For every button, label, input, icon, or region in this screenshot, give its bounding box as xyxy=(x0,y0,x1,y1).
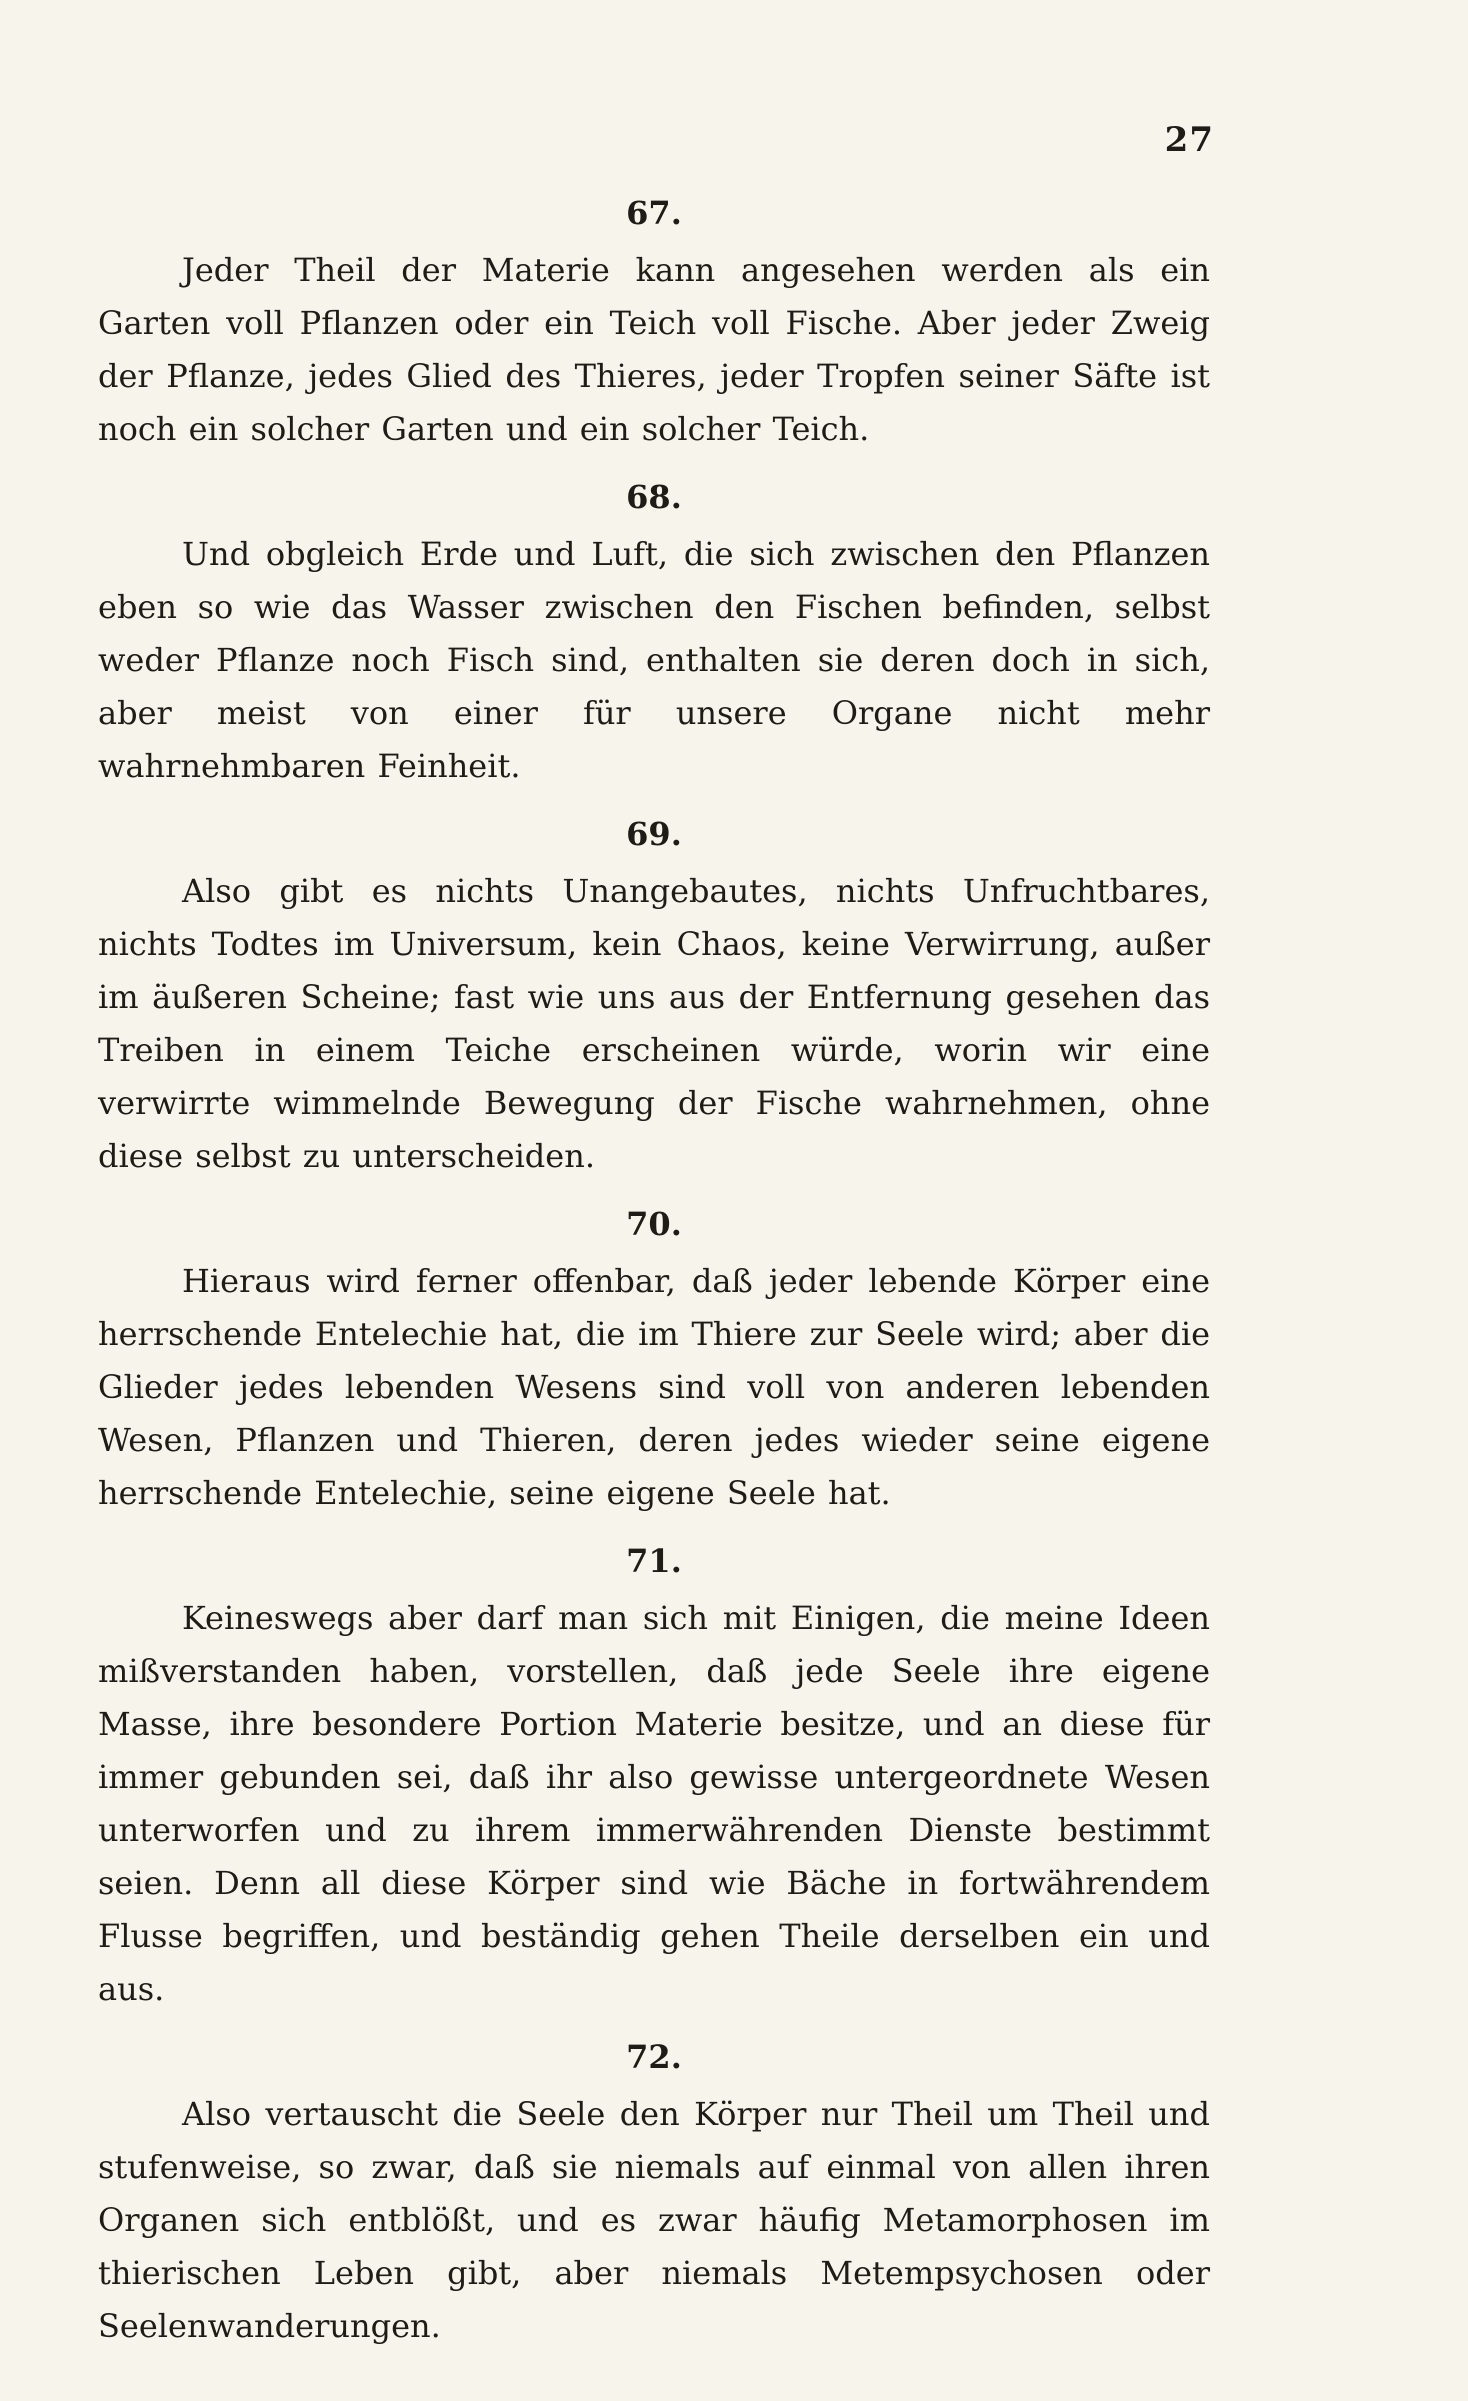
section-number: 69. xyxy=(626,815,682,853)
section-72 xyxy=(98,2034,1210,2353)
section-number: 68. xyxy=(626,478,682,516)
section-number: 67. xyxy=(626,194,682,232)
section-68 xyxy=(98,474,1210,793)
section-paragraph: Also gibt es nichts Unangebautes, nichts Unfruchtbares, nichts Todtes im Universum, kein Chaos, keine Verwirrung, außer im äußeren Scheine; fast wie uns aus der Entfernung gesehen das Treiben in einem Teiche erscheinen würde, worin wir eine verwirrte wimmelnde Bewegung der Fische wahrnehmen, ohne diese selbst zu unterscheiden. xyxy=(98,872,1210,1175)
section-paragraph: Keineswegs aber darf man sich mit Einigen, die meine Ideen mißverstanden haben, vorstellen, daß jede Seele ihre eigene Masse, ihre besondere Portion Materie besitze, und an diese für immer gebunden sei, daß ihr also gewisse untergeordnete Wesen unterworfen und zu ihrem immerwährenden Dienste bestimmt seien. Denn all diese Körper sind wie Bäche in fortwährendem Flusse begriffen, und beständig gehen Theile derselben ein und aus. xyxy=(98,1599,1210,2008)
section-paragraph: Also vertauscht die Seele den Körper nur Theil um Theil und stufenweise, so zwar, daß sie niemals auf einmal von allen ihren Organen sich entblößt, und es zwar häufig Metamorphosen im thierischen Leben gibt, aber niemals Metempsychosen oder Seelenwanderungen. xyxy=(98,2095,1210,2345)
section-number: 72. xyxy=(626,2038,682,2076)
section-paragraph: Und obgleich Erde und Luft, die sich zwischen den Pflanzen eben so wie das Wasser zwischen den Fischen befinden, selbst weder Pflanze noch Fisch sind, enthalten sie deren doch in sich, aber meist von einer für unsere Organe nicht mehr wahrnehmbaren Feinheit. xyxy=(98,535,1210,785)
page-number: 27 xyxy=(1164,120,1214,160)
section-69 xyxy=(98,811,1210,1183)
page-content xyxy=(98,190,1210,2371)
section-70 xyxy=(98,1201,1210,1520)
section-71 xyxy=(98,1538,1210,2016)
section-67 xyxy=(98,190,1210,456)
section-paragraph: Jeder Theil der Materie kann angesehen werden als ein Garten voll Pflanzen oder ein Teich voll Fische. Aber jeder Zweig der Pflanze, jedes Glied des Thieres, jeder Tropfen seiner Säfte ist noch ein solcher Garten und ein solcher Teich. xyxy=(98,251,1210,448)
section-number: 70. xyxy=(626,1205,682,1243)
section-number: 71. xyxy=(626,1542,682,1580)
section-paragraph: Hieraus wird ferner offenbar, daß jeder lebende Körper eine herrschende Entelechie hat, die im Thiere zur Seele wird; aber die Glieder jedes lebenden Wesens sind voll von anderen lebenden Wesen, Pflanzen und Thieren, deren jedes wieder seine eigene herrschende Entelechie, seine eigene Seele hat. xyxy=(98,1262,1210,1512)
